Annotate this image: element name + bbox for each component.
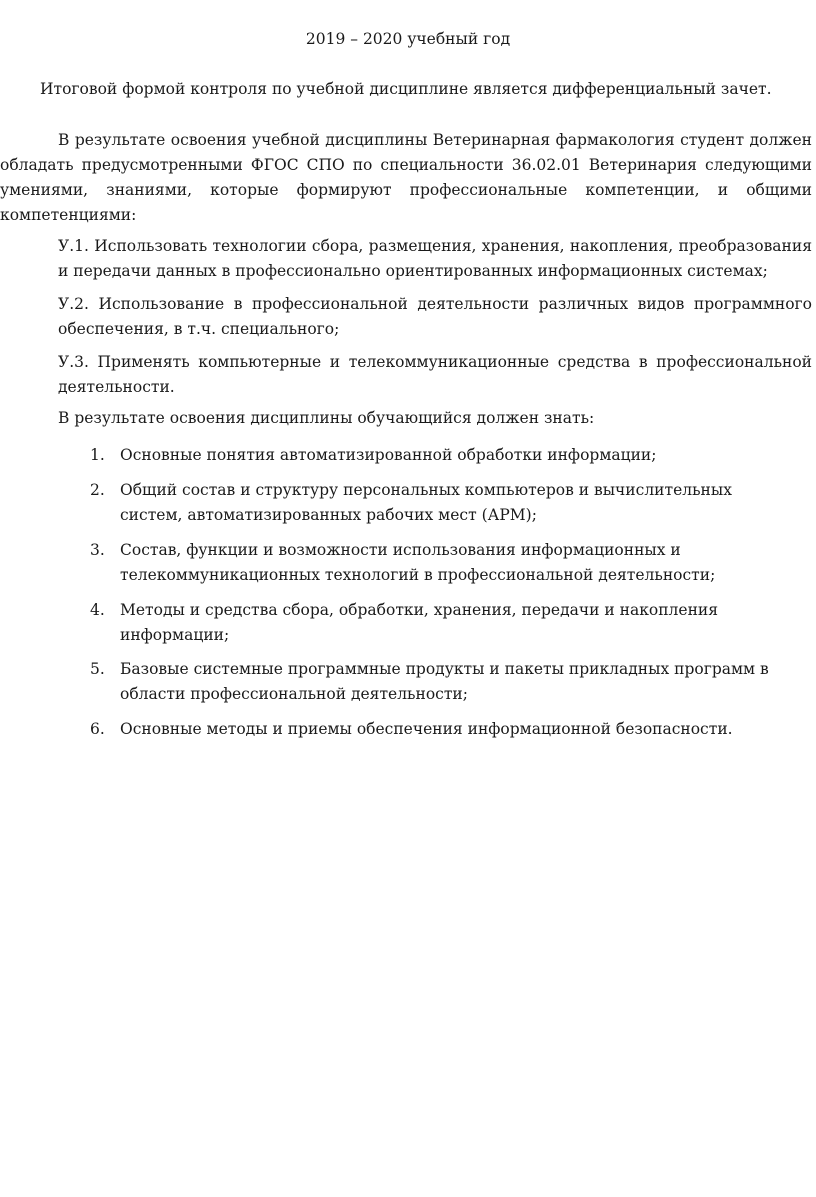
- list-item-number: 5.: [90, 660, 105, 678]
- skill-u1: У.1. Использовать технологии сбора, размещения, хранения, накопления, преобразования и передачи данных в профессионально ориентированных информационных системах;: [58, 237, 812, 280]
- skill-u3: У.3. Применять компьютерные и телекоммуникационные средства в профессиональной деятельности.: [58, 353, 812, 396]
- list-item-text: Базовые системные программные продукты и пакеты прикладных программ в области профессиональной деятельности;: [120, 660, 769, 703]
- list-item-number: 3.: [90, 541, 105, 559]
- list-item: [90, 538, 790, 588]
- list-item-text: Методы и средства сбора, обработки, хранения, передачи и накопления информации;: [120, 601, 719, 644]
- academic-year: 2019 – 2020 учебный год: [305, 30, 511, 48]
- list-item-text: Общий состав и структуру персональных компьютеров и вычислительных систем, автоматизированных рабочих мест (АРМ);: [120, 481, 732, 524]
- list-item-text: Основные методы и приемы обеспечения информационной безопасности.: [120, 720, 733, 738]
- list-item-number: 1.: [90, 446, 105, 464]
- list-item-text: Основные понятия автоматизированной обработки информации;: [120, 446, 657, 464]
- list-item: [90, 478, 790, 528]
- list-item: [90, 598, 790, 648]
- knowledge-intro: В результате освоения дисциплины обучающийся должен знать:: [58, 409, 595, 427]
- list-item: [90, 717, 790, 742]
- control-form-statement: Итоговой формой контроля по учебной дисциплине является дифференциальный зачет.: [40, 80, 772, 98]
- list-item: [90, 443, 790, 468]
- intro-paragraph: В результате освоения учебной дисциплины Ветеринарная фармакология студент должен обладать предусмотренными ФГОС СПО по специальности 36.02.01 Ветеринария следующими умениями, знаниями, которые формируют профессиональные компетенции, и общими компетенциями:: [0, 131, 812, 224]
- list-item-text: Состав, функции и возможности использования информационных и телекоммуникационных технологий в профессиональной деятельности;: [120, 541, 716, 584]
- skill-u2: У.2. Использование в профессиональной деятельности различных видов программного обеспечения, в т.ч. специального;: [58, 295, 812, 338]
- list-item-number: 2.: [90, 481, 105, 499]
- list-item: [90, 657, 790, 707]
- list-item-number: 4.: [90, 601, 105, 619]
- list-item-number: 6.: [90, 720, 105, 738]
